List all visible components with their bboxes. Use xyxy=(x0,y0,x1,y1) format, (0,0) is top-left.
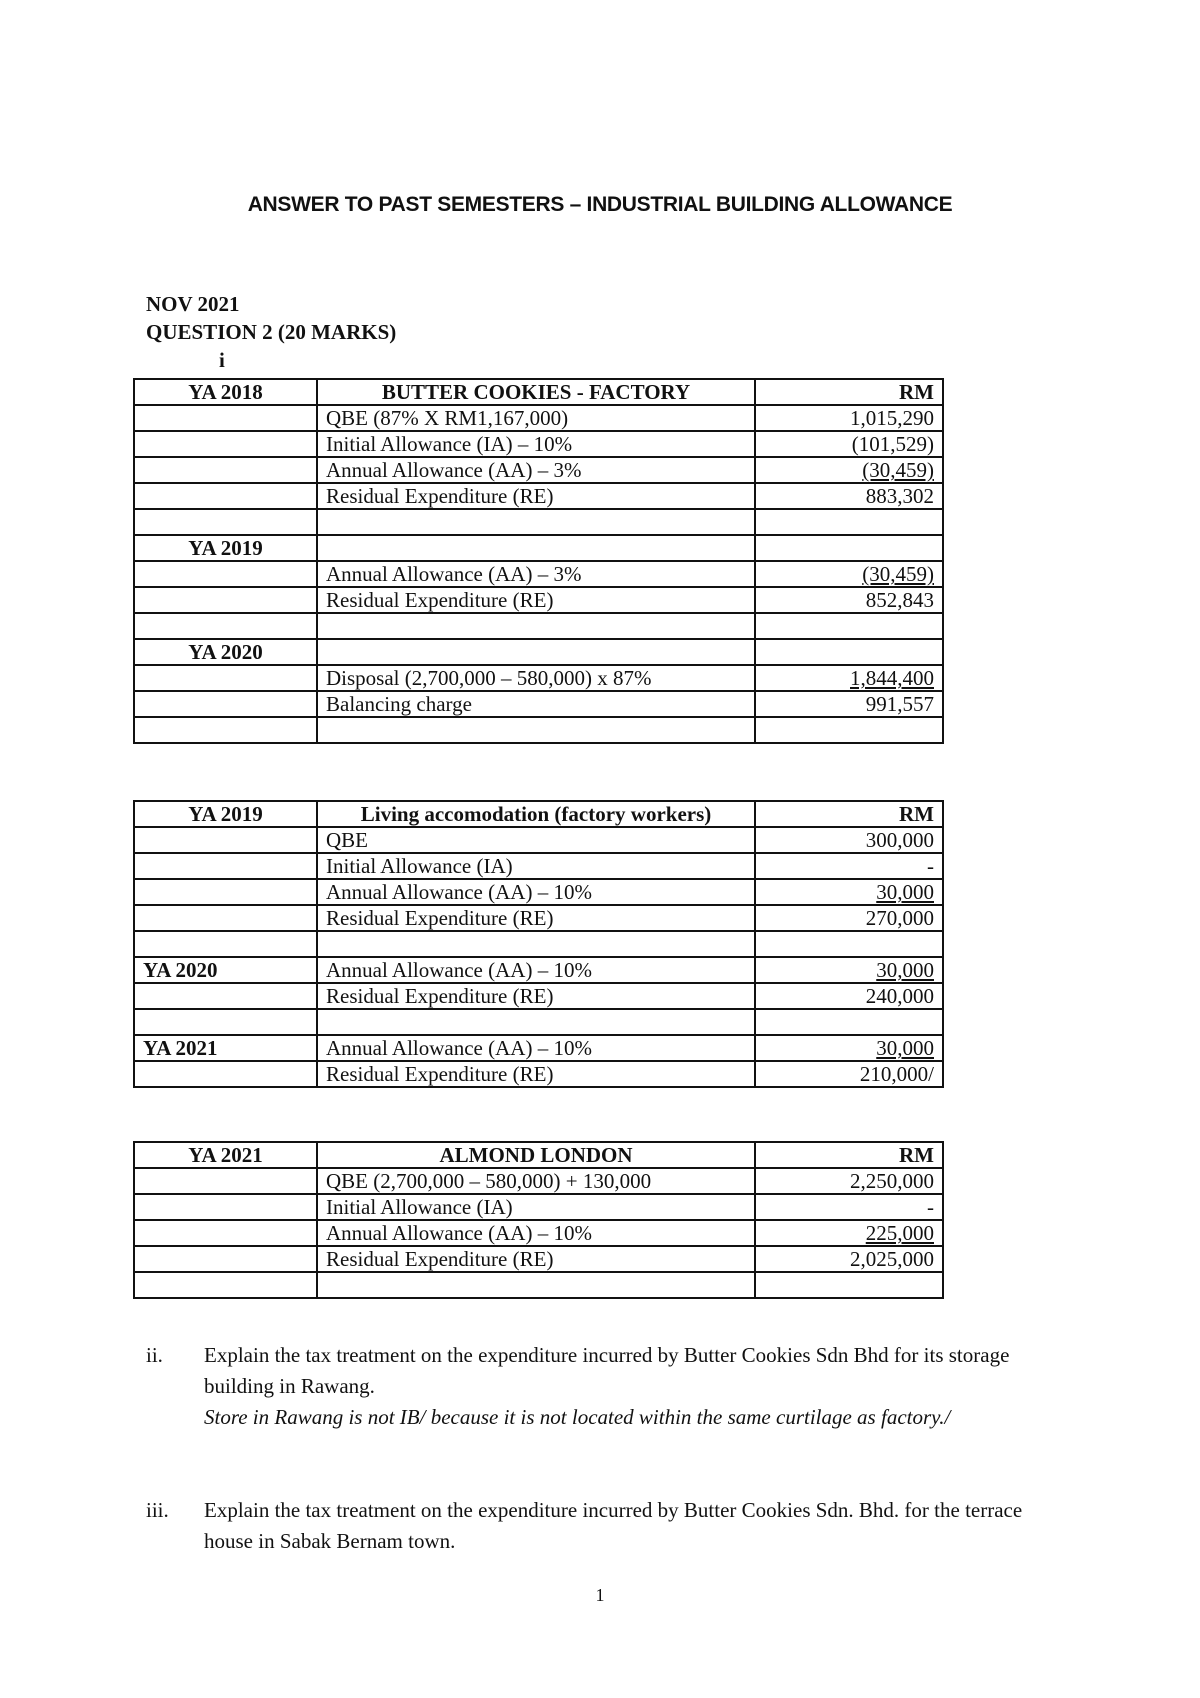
ya-cell xyxy=(134,613,317,639)
description-cell: Residual Expenditure (RE) xyxy=(317,1246,755,1272)
ya-cell xyxy=(134,853,317,879)
description-cell xyxy=(317,613,755,639)
amount-cell xyxy=(755,1061,943,1087)
ya-cell xyxy=(134,691,317,717)
ya-cell: YA 2019 xyxy=(134,535,317,561)
ya-cell xyxy=(134,1168,317,1194)
table-row xyxy=(134,1009,943,1035)
ya-cell: YA 2018 xyxy=(134,379,317,405)
amount-value: (30,459) xyxy=(862,458,934,482)
amount-header: RM xyxy=(755,379,943,405)
description-cell xyxy=(317,1009,755,1035)
ya-cell: YA 2021 xyxy=(134,1035,317,1061)
amount-cell xyxy=(755,905,943,931)
table-row xyxy=(134,587,943,613)
table-header-row xyxy=(134,1142,943,1168)
ya-cell xyxy=(134,1220,317,1246)
ya-cell xyxy=(134,717,317,743)
page-number: 1 xyxy=(595,1585,605,1605)
amount-cell: - xyxy=(755,1194,943,1220)
table-row xyxy=(134,483,943,509)
table-row xyxy=(134,905,943,931)
ya-cell xyxy=(134,1009,317,1035)
description-cell: QBE (2,700,000 – 580,000) + 130,000 xyxy=(317,1168,755,1194)
description-header: Living accomodation (factory workers) xyxy=(317,801,755,827)
amount-cell xyxy=(755,639,943,665)
amount-value: 30,000 xyxy=(876,880,934,904)
ya-cell xyxy=(134,405,317,431)
description-cell: Annual Allowance (AA) – 10% xyxy=(317,879,755,905)
description-cell xyxy=(317,717,755,743)
amount-header: RM xyxy=(755,801,943,827)
amount-cell xyxy=(755,957,943,983)
ya-cell xyxy=(134,1194,317,1220)
amount-cell xyxy=(755,483,943,509)
table-row xyxy=(134,931,943,957)
answer-text: Store in Rawang is not IB/ because it is not located within the same curtilage as factory./ xyxy=(204,1405,951,1429)
description-header: BUTTER COOKIES - FACTORY xyxy=(317,379,755,405)
amount-cell xyxy=(755,1272,943,1298)
amount-cell xyxy=(755,931,943,957)
table-row xyxy=(134,405,943,431)
amount-cell xyxy=(755,509,943,535)
ya-cell xyxy=(134,483,317,509)
amount-cell: 1,015,290 xyxy=(755,405,943,431)
question-number: ii. xyxy=(146,1343,163,1367)
ya-cell xyxy=(134,931,317,957)
amount-cell xyxy=(755,535,943,561)
table-row xyxy=(134,431,943,457)
description-cell xyxy=(317,535,755,561)
ya-cell xyxy=(134,665,317,691)
table-row xyxy=(134,561,943,587)
ya-cell xyxy=(134,983,317,1009)
amount-value: 2,025,000 xyxy=(850,1246,934,1271)
amount-cell xyxy=(755,561,943,587)
ya-cell xyxy=(134,827,317,853)
question-number: iii. xyxy=(146,1498,169,1522)
ya-cell: YA 2021 xyxy=(134,1142,317,1168)
amount-cell xyxy=(755,613,943,639)
amount-cell xyxy=(755,665,943,691)
description-cell: Residual Expenditure (RE) xyxy=(317,905,755,931)
ya-cell xyxy=(134,905,317,931)
description-cell: Residual Expenditure (RE) xyxy=(317,1061,755,1087)
table-row xyxy=(134,1194,943,1220)
description-cell: Residual Expenditure (RE) xyxy=(317,983,755,1009)
table-row xyxy=(134,957,943,983)
question-iii xyxy=(146,1495,1066,1557)
ya-cell xyxy=(134,587,317,613)
description-cell xyxy=(317,509,755,535)
table-row xyxy=(134,983,943,1009)
amount-cell xyxy=(755,983,943,1009)
description-header: ALMOND LONDON xyxy=(317,1142,755,1168)
ya-cell xyxy=(134,1061,317,1087)
description-cell: QBE xyxy=(317,827,755,853)
amount-header: RM xyxy=(755,1142,943,1168)
description-cell xyxy=(317,931,755,957)
table-row xyxy=(134,879,943,905)
ya-cell: YA 2020 xyxy=(134,957,317,983)
amount-value: 210,000/ xyxy=(860,1061,934,1086)
description-cell: Annual Allowance (AA) – 10% xyxy=(317,1220,755,1246)
description-cell: Initial Allowance (IA) – 10% xyxy=(317,431,755,457)
amount-cell: 300,000 xyxy=(755,827,943,853)
description-cell: Initial Allowance (IA) xyxy=(317,1194,755,1220)
factory-ib-table xyxy=(133,378,944,744)
table-row xyxy=(134,639,943,665)
question-heading: QUESTION 2 (20 MARKS) xyxy=(146,320,397,344)
description-cell: Residual Expenditure (RE) xyxy=(317,483,755,509)
table-row xyxy=(134,509,943,535)
ya-cell xyxy=(134,1272,317,1298)
table-row xyxy=(134,1220,943,1246)
table-row xyxy=(134,717,943,743)
table-row xyxy=(134,1168,943,1194)
table-row xyxy=(134,691,943,717)
table-row xyxy=(134,827,943,853)
description-cell: QBE (87% X RM1,167,000) xyxy=(317,405,755,431)
table-header-row xyxy=(134,379,943,405)
almond-london-table xyxy=(133,1141,944,1299)
description-cell: Annual Allowance (AA) – 3% xyxy=(317,561,755,587)
amount-value: 30,000 xyxy=(876,958,934,982)
description-cell: Initial Allowance (IA) xyxy=(317,853,755,879)
description-cell xyxy=(317,639,755,665)
amount-cell: (101,529) xyxy=(755,431,943,457)
description-cell: Annual Allowance (AA) – 10% xyxy=(317,1035,755,1061)
amount-value: 30,000 xyxy=(876,1036,934,1060)
amount-value: 270,000 xyxy=(866,905,934,930)
part-label: i xyxy=(219,348,225,372)
document-title: ANSWER TO PAST SEMESTERS – INDUSTRIAL BUILDING ALLOWANCE xyxy=(247,193,953,216)
description-cell: Balancing charge xyxy=(317,691,755,717)
amount-cell xyxy=(755,1246,943,1272)
table-header-row xyxy=(134,801,943,827)
amount-cell: 2,250,000 xyxy=(755,1168,943,1194)
table-row xyxy=(134,665,943,691)
question-ii xyxy=(146,1340,1066,1433)
amount-value: 883,302 xyxy=(866,483,934,508)
amount-value: 240,000 xyxy=(866,983,934,1008)
description-cell: Disposal (2,700,000 – 580,000) x 87% xyxy=(317,665,755,691)
amount-cell: - xyxy=(755,853,943,879)
table-row xyxy=(134,457,943,483)
amount-value: (30,459) xyxy=(862,562,934,586)
amount-cell xyxy=(755,717,943,743)
table-row xyxy=(134,1061,943,1087)
ya-cell xyxy=(134,561,317,587)
table-row xyxy=(134,853,943,879)
exam-session: NOV 2021 xyxy=(146,292,240,316)
ya-cell: YA 2020 xyxy=(134,639,317,665)
ya-cell xyxy=(134,457,317,483)
table-row xyxy=(134,1272,943,1298)
amount-cell xyxy=(755,457,943,483)
amount-cell xyxy=(755,879,943,905)
amount-cell: 991,557 xyxy=(755,691,943,717)
question-text: Explain the tax treatment on the expenditure incurred by Butter Cookies Sdn Bhd for its storage building in Rawang. xyxy=(204,1343,1010,1398)
question-text: Explain the tax treatment on the expenditure incurred by Butter Cookies Sdn. Bhd. for the terrace house in Sabak Bernam town. xyxy=(204,1498,1023,1553)
description-cell: Annual Allowance (AA) – 3% xyxy=(317,457,755,483)
living-accommodation-table xyxy=(133,800,944,1088)
description-cell: Residual Expenditure (RE) xyxy=(317,587,755,613)
table-row xyxy=(134,1246,943,1272)
ya-cell xyxy=(134,431,317,457)
ya-cell xyxy=(134,509,317,535)
amount-value: 225,000 xyxy=(865,1221,934,1245)
amount-cell xyxy=(755,1035,943,1061)
ya-cell xyxy=(134,879,317,905)
amount-cell xyxy=(755,1009,943,1035)
ya-cell xyxy=(134,1246,317,1272)
table-row xyxy=(134,535,943,561)
ya-cell: YA 2019 xyxy=(134,801,317,827)
amount-cell xyxy=(755,1220,943,1246)
table-row xyxy=(134,613,943,639)
description-cell xyxy=(317,1272,755,1298)
amount-cell: 852,843 xyxy=(755,587,943,613)
description-cell: Annual Allowance (AA) – 10% xyxy=(317,957,755,983)
amount-value: 1,844,400 xyxy=(850,666,934,690)
table-row xyxy=(134,1035,943,1061)
